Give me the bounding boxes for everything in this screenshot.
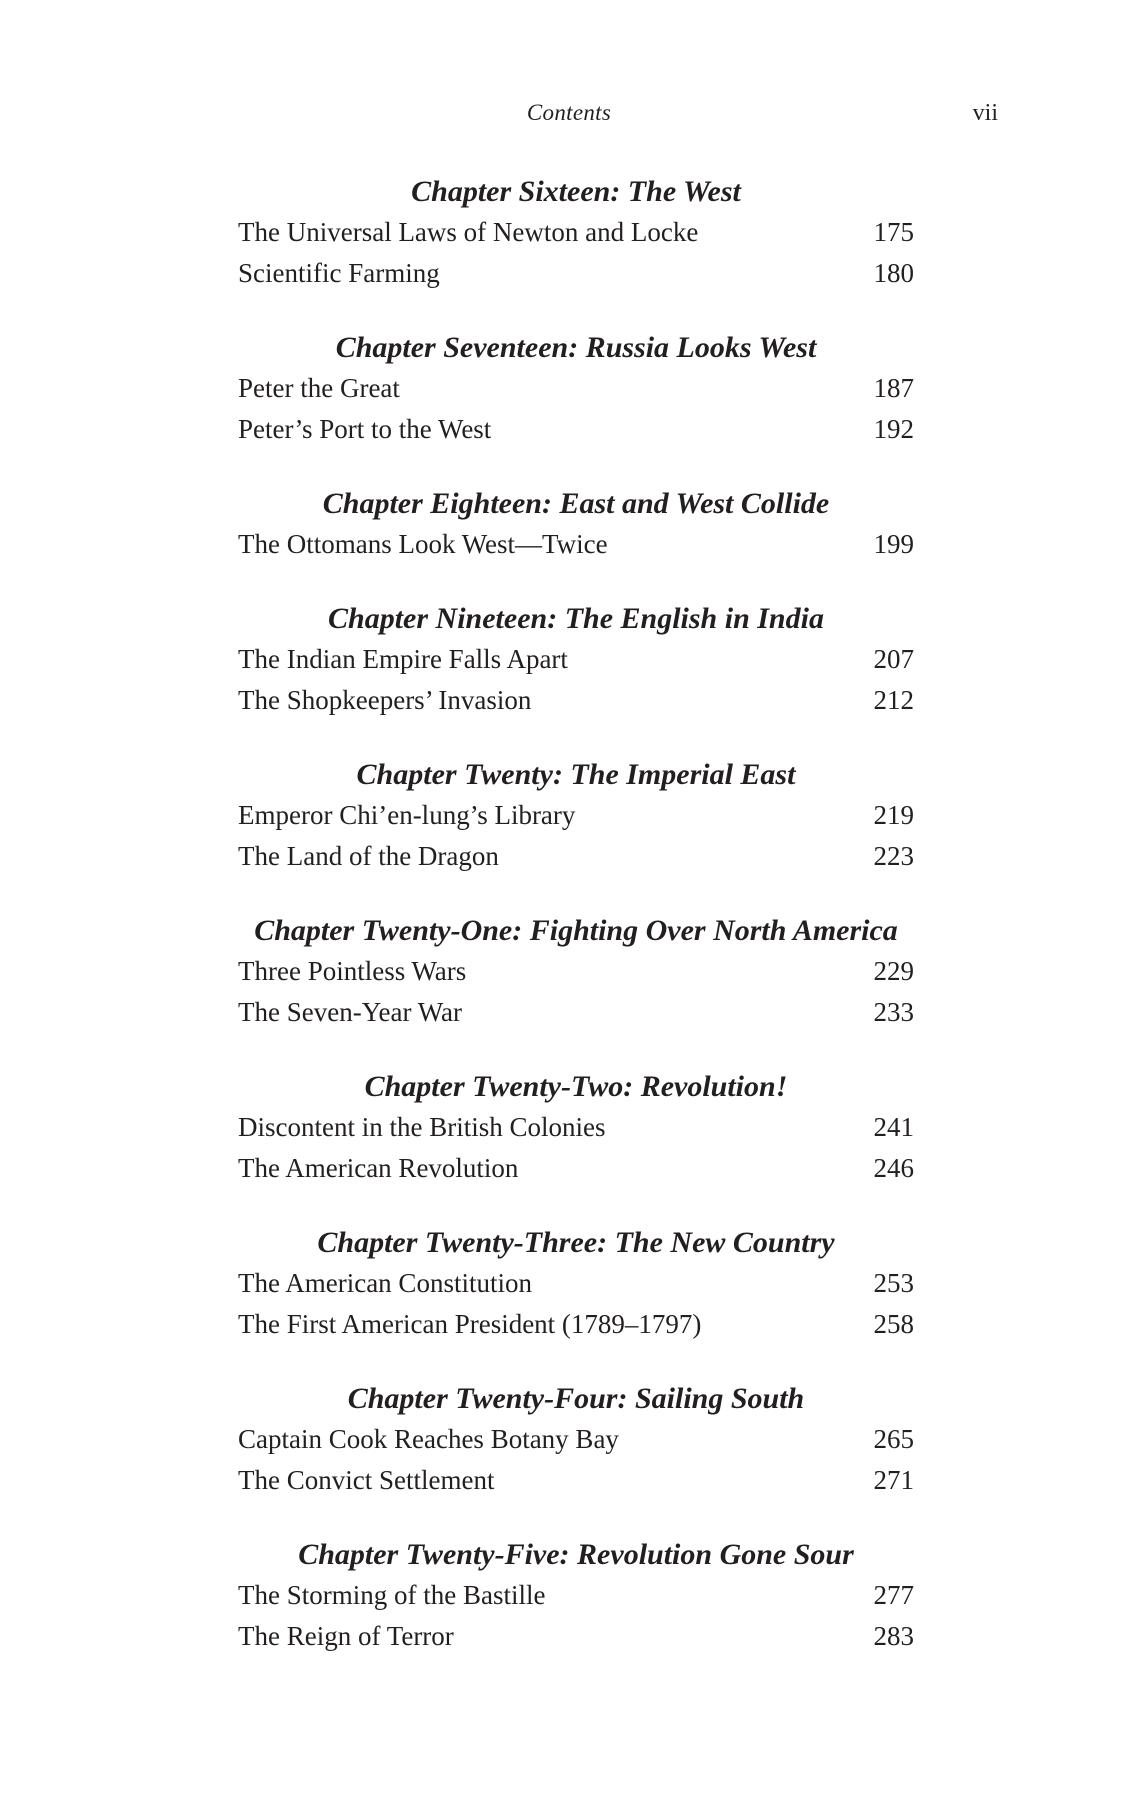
toc-entry[interactable] xyxy=(238,1304,914,1345)
chapter-title: Chapter Twenty-Five: Revolution Gone Sour xyxy=(298,1538,854,1571)
toc-entry[interactable] xyxy=(238,1616,914,1657)
entry-title: Discontent in the British Colonies xyxy=(238,1112,606,1142)
entry-title: The Seven-Year War xyxy=(238,997,463,1027)
toc-entry[interactable] xyxy=(238,639,914,680)
entry-page-number: 175 xyxy=(873,217,914,247)
toc-entry[interactable] xyxy=(238,1148,914,1189)
entry-title: Emperor Chi’en-lung’s Library xyxy=(238,800,576,830)
entry-title: Three Pointless Wars xyxy=(238,956,467,986)
chapter-section xyxy=(238,1535,914,1657)
entry-page-number: 277 xyxy=(873,1580,914,1610)
entry-title: The American Revolution xyxy=(238,1153,519,1183)
toc-entry[interactable] xyxy=(238,1419,914,1460)
toc-entry[interactable] xyxy=(238,524,914,565)
chapter-section xyxy=(238,1067,914,1189)
table-of-contents xyxy=(238,172,914,1691)
chapter-section xyxy=(238,328,914,450)
entry-title: The Ottomans Look West—Twice xyxy=(238,529,608,559)
toc-entry[interactable] xyxy=(238,1460,914,1501)
toc-entry[interactable] xyxy=(238,1263,914,1304)
chapter-title: Chapter Seventeen: Russia Looks West xyxy=(335,331,817,364)
chapter-section xyxy=(238,1223,914,1345)
running-title: Contents xyxy=(526,100,612,125)
running-head xyxy=(0,100,1138,130)
entry-page-number: 187 xyxy=(873,373,914,403)
entry-page-number: 207 xyxy=(873,644,914,674)
entry-title: The Convict Settlement xyxy=(238,1465,495,1495)
chapter-section xyxy=(238,172,914,294)
chapter-section xyxy=(238,911,914,1033)
entry-page-number: 229 xyxy=(873,956,914,986)
toc-entry[interactable] xyxy=(238,836,914,877)
entry-page-number: 283 xyxy=(873,1621,914,1651)
toc-entry[interactable] xyxy=(238,680,914,721)
entry-page-number: 212 xyxy=(873,685,914,715)
chapter-title: Chapter Twenty-Three: The New Country xyxy=(317,1226,835,1259)
entry-page-number: 223 xyxy=(873,841,914,871)
toc-entry[interactable] xyxy=(238,409,914,450)
entry-page-number: 253 xyxy=(873,1268,914,1298)
entry-title: Peter the Great xyxy=(238,373,400,403)
toc-entry[interactable] xyxy=(238,212,914,253)
entry-title: The Storming of the Bastille xyxy=(238,1580,546,1610)
entry-title: The American Constitution xyxy=(238,1268,532,1298)
entry-title: Peter’s Port to the West xyxy=(238,414,492,444)
entry-title: The First American President (1789–1797) xyxy=(238,1309,702,1339)
chapter-section xyxy=(238,755,914,877)
entry-title: The Land of the Dragon xyxy=(238,841,499,871)
chapter-title: Chapter Sixteen: The West xyxy=(411,175,741,208)
chapter-section xyxy=(238,484,914,565)
entry-page-number: 199 xyxy=(873,529,914,559)
toc-entry[interactable] xyxy=(238,368,914,409)
chapter-section xyxy=(238,599,914,721)
chapter-title: Chapter Twenty-Two: Revolution! xyxy=(364,1070,788,1103)
page-number: vii xyxy=(972,100,998,126)
toc-entry[interactable] xyxy=(238,951,914,992)
toc-entry[interactable] xyxy=(238,253,914,294)
entry-page-number: 246 xyxy=(873,1153,914,1183)
toc-entry[interactable] xyxy=(238,795,914,836)
toc-entry[interactable] xyxy=(238,992,914,1033)
chapter-title: Chapter Nineteen: The English in India xyxy=(328,602,824,635)
entry-title: The Indian Empire Falls Apart xyxy=(238,644,568,674)
entry-page-number: 180 xyxy=(873,258,914,288)
chapter-title: Chapter Twenty-One: Fighting Over North America xyxy=(254,914,898,947)
entry-page-number: 265 xyxy=(873,1424,914,1454)
entry-page-number: 271 xyxy=(873,1465,914,1495)
toc-entry[interactable] xyxy=(238,1575,914,1616)
toc-entry[interactable] xyxy=(238,1107,914,1148)
entry-page-number: 192 xyxy=(873,414,914,444)
entry-title: Captain Cook Reaches Botany Bay xyxy=(238,1424,619,1454)
entry-title: The Reign of Terror xyxy=(238,1621,454,1651)
entry-title: The Universal Laws of Newton and Locke xyxy=(238,217,699,247)
chapter-title: Chapter Twenty: The Imperial East xyxy=(356,758,796,791)
chapter-title: Chapter Eighteen: East and West Collide xyxy=(322,487,830,520)
entry-page-number: 219 xyxy=(873,800,914,830)
chapter-section xyxy=(238,1379,914,1501)
entry-page-number: 258 xyxy=(873,1309,914,1339)
chapter-title: Chapter Twenty-Four: Sailing South xyxy=(347,1382,805,1415)
entry-title: Scientific Farming xyxy=(238,258,440,288)
entry-title: The Shopkeepers’ Invasion xyxy=(238,685,532,715)
entry-page-number: 241 xyxy=(873,1112,914,1142)
entry-page-number: 233 xyxy=(873,997,914,1027)
